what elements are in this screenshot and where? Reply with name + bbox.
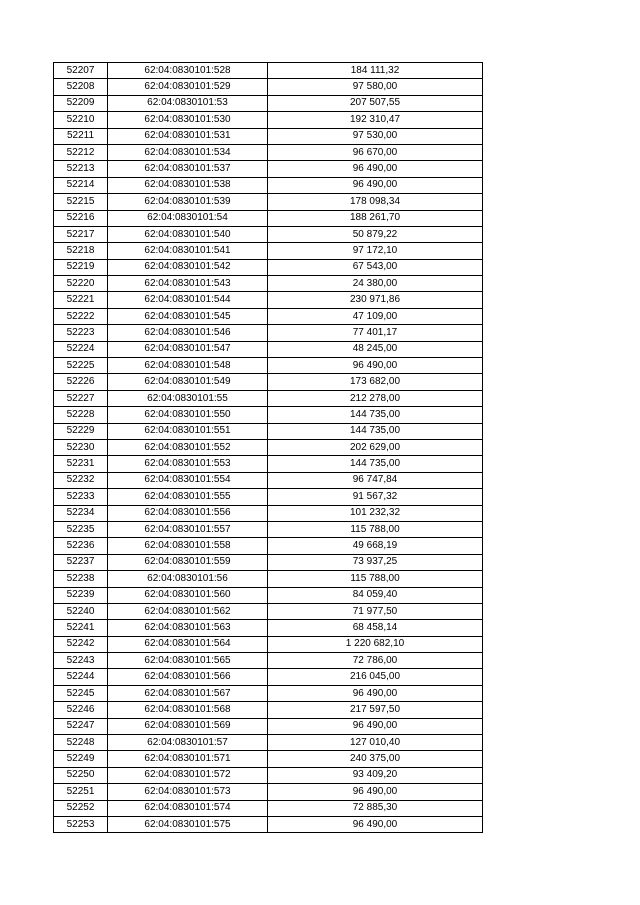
cadastral-number-cell: 62:04:0830101:573 <box>108 784 268 800</box>
cadastral-value-cell: 144 735,00 <box>268 456 483 472</box>
table-row <box>54 439 483 455</box>
row-number-cell: 52221 <box>54 292 108 308</box>
cadastral-value-cell: 96 490,00 <box>268 685 483 701</box>
cadastral-value-cell: 127 010,40 <box>268 735 483 751</box>
row-number-cell: 52222 <box>54 308 108 324</box>
cadastral-number-cell: 62:04:0830101:529 <box>108 79 268 95</box>
cadastral-number-cell: 62:04:0830101:560 <box>108 587 268 603</box>
table-row <box>54 472 483 488</box>
row-number-cell: 52233 <box>54 489 108 505</box>
table-row <box>54 407 483 423</box>
row-number-cell: 52219 <box>54 259 108 275</box>
row-number-cell: 52218 <box>54 243 108 259</box>
row-number-cell: 52210 <box>54 112 108 128</box>
row-number-cell: 52252 <box>54 800 108 816</box>
table-row <box>54 636 483 652</box>
row-number-cell: 52211 <box>54 128 108 144</box>
cadastral-value-cell: 97 530,00 <box>268 128 483 144</box>
cadastral-number-cell: 62:04:0830101:544 <box>108 292 268 308</box>
row-number-cell: 52241 <box>54 620 108 636</box>
table-row <box>54 423 483 439</box>
cadastral-number-cell: 62:04:0830101:539 <box>108 194 268 210</box>
cadastral-number-cell: 62:04:0830101:528 <box>108 63 268 79</box>
cadastral-number-cell: 62:04:0830101:540 <box>108 226 268 242</box>
cadastral-value-cell: 72 885,30 <box>268 800 483 816</box>
cadastral-value-cell: 48 245,00 <box>268 341 483 357</box>
cadastral-number-cell: 62:04:0830101:534 <box>108 144 268 160</box>
cadastral-value-cell: 96 490,00 <box>268 816 483 832</box>
row-number-cell: 52208 <box>54 79 108 95</box>
table-row <box>54 554 483 570</box>
cadastral-number-cell: 62:04:0830101:531 <box>108 128 268 144</box>
table-row <box>54 735 483 751</box>
cadastral-value-cell: 77 401,17 <box>268 325 483 341</box>
row-number-cell: 52244 <box>54 669 108 685</box>
cadastral-number-cell: 62:04:0830101:551 <box>108 423 268 439</box>
cadastral-value-cell: 24 380,00 <box>268 276 483 292</box>
cadastral-value-cell: 192 310,47 <box>268 112 483 128</box>
table-row <box>54 226 483 242</box>
table-body <box>54 63 483 833</box>
table-row <box>54 390 483 406</box>
cadastral-number-cell: 62:04:0830101:537 <box>108 161 268 177</box>
cadastral-number-cell: 62:04:0830101:543 <box>108 276 268 292</box>
cadastral-value-cell: 73 937,25 <box>268 554 483 570</box>
row-number-cell: 52236 <box>54 538 108 554</box>
cadastral-number-cell: 62:04:0830101:562 <box>108 603 268 619</box>
table-row <box>54 276 483 292</box>
cadastral-value-cell: 144 735,00 <box>268 407 483 423</box>
row-number-cell: 52225 <box>54 358 108 374</box>
cadastral-value-cell: 49 668,19 <box>268 538 483 554</box>
table-row <box>54 341 483 357</box>
cadastral-number-cell: 62:04:0830101:558 <box>108 538 268 554</box>
row-number-cell: 52234 <box>54 505 108 521</box>
table-row <box>54 800 483 816</box>
row-number-cell: 52216 <box>54 210 108 226</box>
cadastral-value-cell: 173 682,00 <box>268 374 483 390</box>
cadastral-number-cell: 62:04:0830101:574 <box>108 800 268 816</box>
cadastral-value-cell: 217 597,50 <box>268 702 483 718</box>
table-row <box>54 292 483 308</box>
cadastral-number-cell: 62:04:0830101:53 <box>108 95 268 111</box>
table-row <box>54 63 483 79</box>
row-number-cell: 52235 <box>54 521 108 537</box>
table-row <box>54 79 483 95</box>
cadastral-number-cell: 62:04:0830101:568 <box>108 702 268 718</box>
row-number-cell: 52253 <box>54 816 108 832</box>
table-row <box>54 95 483 111</box>
table-row <box>54 210 483 226</box>
table-row <box>54 358 483 374</box>
cadastral-number-cell: 62:04:0830101:550 <box>108 407 268 423</box>
cadastral-value-cell: 72 786,00 <box>268 653 483 669</box>
cadastral-number-cell: 62:04:0830101:545 <box>108 308 268 324</box>
table-row <box>54 505 483 521</box>
cadastral-number-cell: 62:04:0830101:541 <box>108 243 268 259</box>
cadastral-value-cell: 115 788,00 <box>268 521 483 537</box>
cadastral-value-cell: 96 747,84 <box>268 472 483 488</box>
cadastral-value-cell: 115 788,00 <box>268 571 483 587</box>
cadastral-value-cell: 144 735,00 <box>268 423 483 439</box>
cadastral-number-cell: 62:04:0830101:548 <box>108 358 268 374</box>
cadastral-value-cell: 50 879,22 <box>268 226 483 242</box>
table-row <box>54 259 483 275</box>
cadastral-value-cell: 97 580,00 <box>268 79 483 95</box>
table-row <box>54 603 483 619</box>
table-row <box>54 571 483 587</box>
cadastral-value-cell: 96 490,00 <box>268 177 483 193</box>
row-number-cell: 52243 <box>54 653 108 669</box>
row-number-cell: 52212 <box>54 144 108 160</box>
table-row <box>54 128 483 144</box>
row-number-cell: 52207 <box>54 63 108 79</box>
cadastral-value-cell: 184 111,32 <box>268 63 483 79</box>
table-row <box>54 784 483 800</box>
cadastral-value-cell: 91 567,32 <box>268 489 483 505</box>
cadastral-number-cell: 62:04:0830101:547 <box>108 341 268 357</box>
table-row <box>54 702 483 718</box>
table-row <box>54 325 483 341</box>
cadastral-number-cell: 62:04:0830101:55 <box>108 390 268 406</box>
cadastral-value-cell: 240 375,00 <box>268 751 483 767</box>
row-number-cell: 52230 <box>54 439 108 455</box>
cadastral-value-cell: 47 109,00 <box>268 308 483 324</box>
table-row <box>54 161 483 177</box>
cadastral-value-cell: 93 409,20 <box>268 767 483 783</box>
cadastral-value-cell: 97 172,10 <box>268 243 483 259</box>
cadastral-number-cell: 62:04:0830101:546 <box>108 325 268 341</box>
cadastral-value-cell: 96 490,00 <box>268 784 483 800</box>
cadastral-number-cell: 62:04:0830101:552 <box>108 439 268 455</box>
cadastral-value-cell: 71 977,50 <box>268 603 483 619</box>
row-number-cell: 52249 <box>54 751 108 767</box>
cadastral-value-table <box>53 62 483 833</box>
row-number-cell: 52246 <box>54 702 108 718</box>
cadastral-number-cell: 62:04:0830101:565 <box>108 653 268 669</box>
cadastral-number-cell: 62:04:0830101:555 <box>108 489 268 505</box>
cadastral-value-cell: 68 458,14 <box>268 620 483 636</box>
row-number-cell: 52247 <box>54 718 108 734</box>
row-number-cell: 52231 <box>54 456 108 472</box>
cadastral-value-cell: 84 059,40 <box>268 587 483 603</box>
cadastral-value-cell: 178 098,34 <box>268 194 483 210</box>
cadastral-number-cell: 62:04:0830101:571 <box>108 751 268 767</box>
table-row <box>54 112 483 128</box>
table-row <box>54 587 483 603</box>
cadastral-value-cell: 188 261,70 <box>268 210 483 226</box>
cadastral-value-cell: 202 629,00 <box>268 439 483 455</box>
row-number-cell: 52242 <box>54 636 108 652</box>
row-number-cell: 52245 <box>54 685 108 701</box>
cadastral-value-cell: 216 045,00 <box>268 669 483 685</box>
row-number-cell: 52215 <box>54 194 108 210</box>
row-number-cell: 52220 <box>54 276 108 292</box>
cadastral-number-cell: 62:04:0830101:57 <box>108 735 268 751</box>
cadastral-number-cell: 62:04:0830101:563 <box>108 620 268 636</box>
cadastral-value-cell: 96 490,00 <box>268 161 483 177</box>
cadastral-value-cell: 101 232,32 <box>268 505 483 521</box>
cadastral-value-cell: 96 490,00 <box>268 358 483 374</box>
table-row <box>54 767 483 783</box>
row-number-cell: 52239 <box>54 587 108 603</box>
cadastral-number-cell: 62:04:0830101:54 <box>108 210 268 226</box>
cadastral-number-cell: 62:04:0830101:567 <box>108 685 268 701</box>
row-number-cell: 52226 <box>54 374 108 390</box>
cadastral-value-cell: 1 220 682,10 <box>268 636 483 652</box>
cadastral-value-cell: 230 971,86 <box>268 292 483 308</box>
table-row <box>54 751 483 767</box>
row-number-cell: 52228 <box>54 407 108 423</box>
row-number-cell: 52209 <box>54 95 108 111</box>
table-row <box>54 456 483 472</box>
cadastral-number-cell: 62:04:0830101:530 <box>108 112 268 128</box>
row-number-cell: 52214 <box>54 177 108 193</box>
cadastral-number-cell: 62:04:0830101:549 <box>108 374 268 390</box>
table-row <box>54 144 483 160</box>
row-number-cell: 52250 <box>54 767 108 783</box>
row-number-cell: 52238 <box>54 571 108 587</box>
cadastral-number-cell: 62:04:0830101:557 <box>108 521 268 537</box>
table-row <box>54 243 483 259</box>
cadastral-number-cell: 62:04:0830101:538 <box>108 177 268 193</box>
cadastral-value-cell: 212 278,00 <box>268 390 483 406</box>
cadastral-number-cell: 62:04:0830101:542 <box>108 259 268 275</box>
cadastral-number-cell: 62:04:0830101:554 <box>108 472 268 488</box>
table-row <box>54 685 483 701</box>
cadastral-value-cell: 96 490,00 <box>268 718 483 734</box>
cadastral-number-cell: 62:04:0830101:553 <box>108 456 268 472</box>
row-number-cell: 52217 <box>54 226 108 242</box>
cadastral-number-cell: 62:04:0830101:572 <box>108 767 268 783</box>
row-number-cell: 52240 <box>54 603 108 619</box>
cadastral-number-cell: 62:04:0830101:566 <box>108 669 268 685</box>
row-number-cell: 52232 <box>54 472 108 488</box>
table-row <box>54 521 483 537</box>
cadastral-number-cell: 62:04:0830101:559 <box>108 554 268 570</box>
table-row <box>54 308 483 324</box>
table-row <box>54 718 483 734</box>
cadastral-number-cell: 62:04:0830101:564 <box>108 636 268 652</box>
table-row <box>54 816 483 832</box>
row-number-cell: 52224 <box>54 341 108 357</box>
row-number-cell: 52223 <box>54 325 108 341</box>
row-number-cell: 52237 <box>54 554 108 570</box>
cadastral-value-cell: 67 543,00 <box>268 259 483 275</box>
table-row <box>54 669 483 685</box>
row-number-cell: 52229 <box>54 423 108 439</box>
cadastral-number-cell: 62:04:0830101:556 <box>108 505 268 521</box>
table-row <box>54 653 483 669</box>
row-number-cell: 52248 <box>54 735 108 751</box>
row-number-cell: 52227 <box>54 390 108 406</box>
table-row <box>54 489 483 505</box>
cadastral-number-cell: 62:04:0830101:569 <box>108 718 268 734</box>
table-row <box>54 374 483 390</box>
cadastral-number-cell: 62:04:0830101:575 <box>108 816 268 832</box>
cadastral-value-cell: 96 670,00 <box>268 144 483 160</box>
table-row <box>54 620 483 636</box>
table-row <box>54 177 483 193</box>
cadastral-value-cell: 207 507,55 <box>268 95 483 111</box>
cadastral-number-cell: 62:04:0830101:56 <box>108 571 268 587</box>
table-row <box>54 538 483 554</box>
row-number-cell: 52251 <box>54 784 108 800</box>
table-row <box>54 194 483 210</box>
row-number-cell: 52213 <box>54 161 108 177</box>
